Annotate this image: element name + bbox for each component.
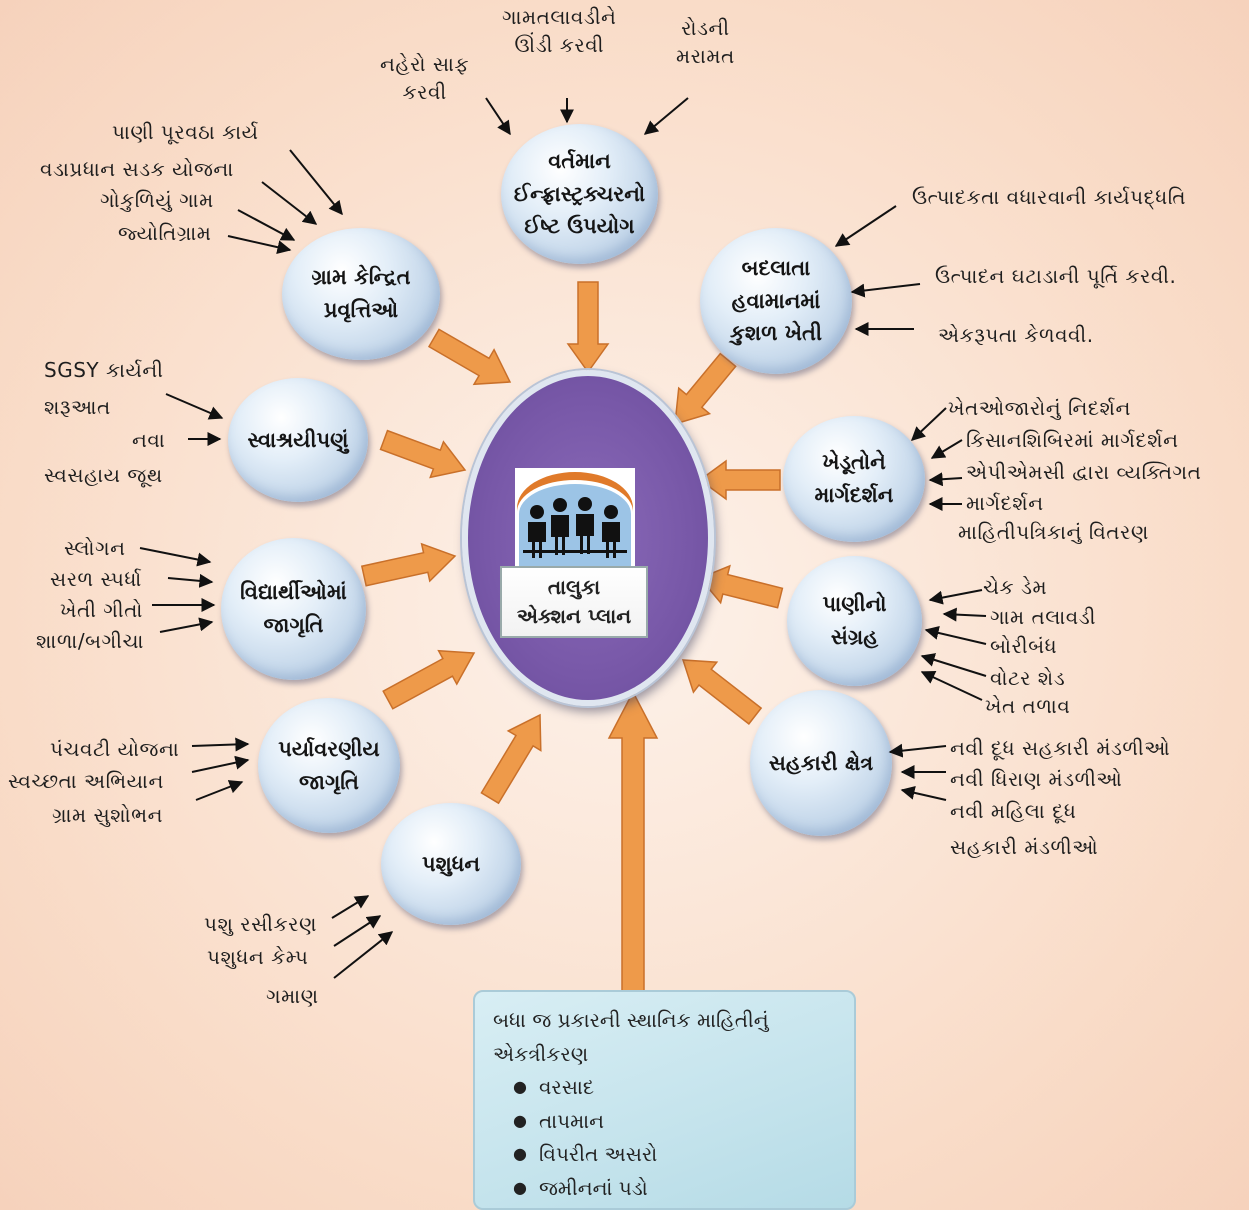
info-item-temperature: ● તાપમાન [513, 1105, 836, 1139]
label-water-checkdam: ચેક ડેમ [983, 575, 1048, 599]
node-climate-line3: કુશળ ખેતી [730, 321, 822, 346]
label-stud-slogan: સ્લોગન [64, 536, 126, 560]
label-infra-canals: નહેરો સાફ કરવી [380, 52, 470, 104]
node-water-line1: પાણીનો [822, 592, 887, 617]
node-livestock-line1: પશુધન [421, 851, 481, 876]
node-self-reliance-line1: સ્વાશ્રયીપણું [247, 427, 349, 452]
node-cooperative-line1: સહકારી ક્ષેત્ર [768, 750, 874, 775]
node-village-line2: પ્રવૃત્તિઓ [323, 298, 399, 322]
thin-arrow-water-2 [944, 614, 986, 616]
label-live-camp: પશુધન કેમ્પ [207, 945, 309, 969]
label-farm-tools: ખેતઓજારોનું નિદર્શન [948, 396, 1131, 420]
label-farm-guidance: માર્ગદર્શન [966, 491, 1044, 515]
thin-arrow-village-4 [228, 236, 290, 250]
label-water-pond: ગામ તલાવડી [990, 605, 1096, 629]
node-farmers-line2: માર્ગદર્શન [814, 483, 894, 507]
label-coop-credit: નવી ધિરાણ મંડળીઓ [950, 767, 1123, 791]
info-item-rain: ● વરસાદ [513, 1071, 836, 1105]
label-village-gokul: ગોકુળિયું ગામ [100, 188, 214, 212]
label-farm-leaflets: માહિતીપત્રિકાનું વિતરણ [958, 520, 1149, 544]
label-stud-quiz: સરળ સ્પર્ધા [50, 567, 142, 591]
label-coop-dairy: નવી દૂધ સહકારી મંડળીઓ [950, 736, 1171, 760]
label-self-new: નવા [132, 428, 166, 452]
label-coop-women: નવી મહિલા દૂધ [950, 799, 1077, 823]
node-infrastructure-line1: વર્તમાન [548, 149, 611, 174]
thin-arrow-env-1 [192, 744, 248, 746]
label-climate-uniformity: એકરૂપતા કેળવવી. [938, 323, 1094, 347]
thin-arrow-coop-1 [890, 746, 946, 752]
thin-arrow-water-4 [922, 656, 986, 676]
thin-arrow-live-2 [334, 916, 380, 946]
thin-arrow-farm-2 [932, 440, 962, 458]
label-climate-productivity: ઉત્પાદકતા વધારવાની કાર્યપદ્ધતિ [912, 185, 1187, 209]
label-self-shg: સ્વસહાય જૂથ [44, 463, 163, 487]
label-env-panchvati: પંચવટી યોજના [50, 737, 180, 761]
label-stud-garden: શાળા/બગીચા [36, 629, 144, 653]
label-live-vaccination: પશુ રસીકરણ [204, 912, 317, 936]
thin-arrow-coop-3 [902, 790, 946, 800]
thin-arrow-stud-4 [160, 622, 212, 632]
thin-arrow-infra-3 [645, 98, 688, 134]
thin-arrow-stud-2 [168, 578, 212, 582]
thin-arrow-self-1 [166, 394, 222, 418]
thin-arrow-village-1 [290, 150, 342, 214]
label-water-watershed: વોટર શેડ [990, 666, 1066, 690]
label-env-cleanliness: સ્વચ્છતા અભિયાન [8, 769, 164, 793]
label-infra-roads: રોડની મરામત [676, 16, 735, 68]
label-village-water-supply: પાણી પૂરવઠા કાર્ય [112, 120, 259, 144]
node-climate-line2: હવામાનમાં [731, 288, 821, 313]
info-item-adverse: ● વિપરીત અસરો [513, 1138, 836, 1172]
thin-arrow-village-3 [238, 210, 294, 240]
thin-arrow-village-2 [262, 182, 316, 224]
label-self-sgsy: SGSY કાર્યની [44, 358, 164, 382]
info-heading-line1: બધા જ પ્રકારની સ્થાનિક માહિતીનું [493, 1008, 769, 1032]
label-infra-ponds: ગામતલાવડીને ઊંડી કરવી [502, 5, 617, 57]
thin-arrow-water-3 [926, 630, 986, 644]
thin-arrow-env-2 [192, 760, 248, 772]
label-live-shed: ગમાણ [266, 984, 319, 1008]
label-climate-loss: ઉત્પાદન ઘટાડાની પૂર્તિ કરવી. [935, 264, 1177, 288]
thin-arrow-live-1 [332, 896, 368, 918]
node-students-line1: વિદ્યાર્થીઓમાં [240, 580, 347, 605]
node-students-line2: જાગૃતિ [263, 613, 324, 637]
thin-arrow-water-1 [930, 590, 982, 600]
label-village-jyoti: જ્યોતિગ્રામ [118, 221, 212, 245]
thin-arrow-stud-1 [140, 548, 210, 562]
node-environment-line2: જાગૃતિ [299, 769, 359, 794]
node-climate-line1: બદલાતા [741, 256, 811, 281]
thin-arrow-climate-2 [852, 284, 920, 292]
label-water-farmpond: ખેત તળાવ [985, 694, 1071, 718]
label-env-beautify: ગ્રામ સુશોભન [52, 803, 163, 827]
node-farmers-line1: ખેડૂતોને [822, 450, 886, 475]
center-title-line2: એક્શન પ્લાન [516, 604, 632, 628]
label-self-start: શરૂઆત [44, 395, 111, 419]
label-farm-camp: કિસાનશિબિરમાં માર્ગદર્શન [966, 428, 1179, 452]
thin-arrow-water-5 [922, 672, 982, 700]
thin-arrow-live-3 [334, 932, 392, 978]
info-heading-line2: એકત્રીકરણ [493, 1041, 589, 1066]
node-environment-line1: પર્યાવરણીય [278, 736, 380, 761]
info-item-soil: ● જમીનનાં પડો [513, 1172, 836, 1206]
thin-arrow-climate-1 [836, 206, 896, 246]
label-water-bund: બોરીબંધ [990, 634, 1058, 658]
label-village-road-scheme: વડાપ્રધાન સડક યોજના [40, 157, 234, 181]
node-infrastructure-line3: ઈષ્ટ ઉપયોગ [524, 214, 635, 239]
label-coop-societies: સહકારી મંડળીઓ [950, 835, 1099, 859]
thin-arrow-env-3 [196, 782, 242, 800]
thin-arrow-farm-3 [930, 478, 962, 480]
node-infrastructure-line2: ઈન્ફ્રાસ્ટ્રક્ચરનો [513, 181, 646, 206]
node-village-line1: ગ્રામ કેન્દ્રિત [311, 265, 411, 290]
label-farm-apmc: એપીએમસી દ્વારા વ્યક્તિગત [966, 460, 1202, 484]
thin-arrows [140, 98, 986, 978]
thin-arrow-infra-1 [486, 98, 510, 134]
label-stud-songs: ખેતી ગીતો [60, 598, 143, 622]
thin-arrow-farm-1 [912, 408, 946, 440]
center-title-line1: તાલુકા [547, 575, 601, 599]
node-water-line2: સંગ્રહ [830, 625, 879, 649]
